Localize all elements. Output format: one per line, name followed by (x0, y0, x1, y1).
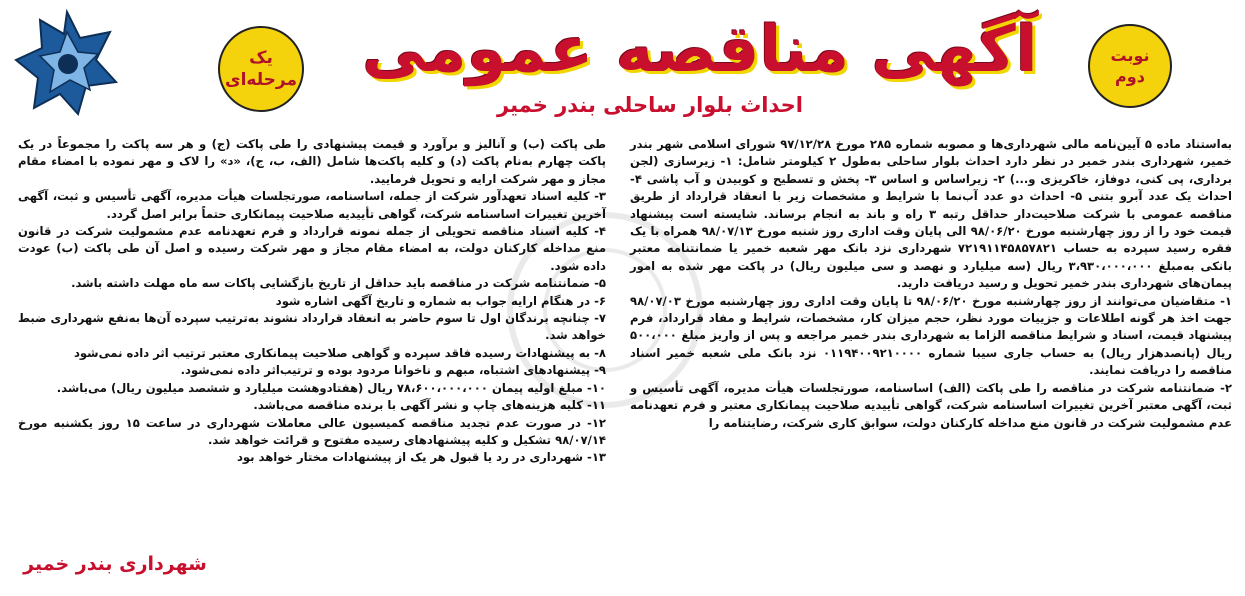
clause-8: ۸- به پیشنهادات رسیده فاقد سپرده و گواهی صلاحیت پیمانکاری معتبر ترتیب اثر داده نمی‌شود (73, 345, 606, 360)
issuer-signature: شهرداری بندر خمیر (23, 553, 207, 575)
intro-paragraph: به‌استناد ماده ۵ آیین‌نامه مالی شهرداری‌ها و مصوبه شماره ۲۸۵ مورخ ۹۷/۱۲/۲۸ شورای اسلامی شهر بندر خمیر، شهرداری بندر خمیر در نظر دارد احداث بلوار ساحلی به‌طول ۲ کیلومتر شامل: ۱- زیرسازی (لجن برداری، پی کنی، دوفاز، خاکریزی و...) ۲- زیراساس و اساس ۳- پخش و تسطیح و کوبیدن و آب پاشی ۴- احداث یک عدد آبرو بتنی ۵- احداث دو عدد آب‌نما با شرایط و مشخصات زیر با انعقاد قرارداد از طریق مناقصه عمومی با شرکت صلاحیت‌دار حداقل رتبه ۳ راه و باند به انجام برساند. شایسته است پیشنهاد قیمت خود را از روز چهارشنبه مورخ ۹۸/۰۶/۲۰ الی پایان وقت اداری روز شنبه مورخ ۹۸/۰۷/۱۳ همراه با یک فقره رسید سپرده به حساب ۷۲۱۹۱۱۴۵۸۵۷۸۲۱ شهرداری نزد بانک مهر شعبه خمیر یا ضمانتنامه معتبر بانکی به‌مبلغ ۳،۹۳۰،۰۰۰،۰۰۰ ریال (سه میلیارد و نهصد و سی میلیون ریال) در پاکت مهر شده به امور پیمان‌های شهرداری بندر خمیر تحویل و رسید دریافت دارید. (630, 137, 1233, 291)
clause-10: ۱۰- مبلغ اولیه پیمان ۷۸،۶۰۰،۰۰۰،۰۰۰ ریال (هفتادوهشت میلیارد و ششصد میلیون ریال) می‌باشد. (56, 380, 606, 395)
clause-4: ۴- کلیه اسناد مناقصه تحویلی از جمله نمونه قرارداد و فرم تعهدنامه عدم مشمولیت شرکت در قانون منع مداخله کارکنان دولت، به امضاء مقام مجاز و مهر شرکت رسیده و اصل آن طی پاکت (ب) عودت داده شود. (18, 224, 606, 273)
clause-2-continued: طی پاکت (ب) و آنالیز و برآورد و قیمت پیشنهادی را طی پاکت (ج) و هر سه پاکت را مجموعاً در یک پاکت چهارم به‌نام پاکت (د) و کلیه پاکت‌ها شامل (الف، ب، ج)، «د» را لاک و مهر نموده با امضاء مقام مجاز و مهر شرکت ارایه و تحویل فرمایید. (18, 137, 606, 186)
clause-9: ۹- پیشنهادهای اشتباه، مبهم و ناخوانا مردود بوده و ترتیب‌اثر داده نمی‌شود. (180, 363, 606, 378)
clause-1: ۱- متقاضیان می‌توانند از روز چهارشنبه مورخ ۹۸/۰۶/۲۰ تا پایان وقت اداری روز چهارشنبه مورخ ۹۸/۰۷/۰۳ جهت اخذ هر گونه اطلاعات و جزییات مورد نظر، حجم میزان کار، مشخصات، شرایط و مفاد قرارداد، فرم پیشنهاد قیمت، اسناد و شرایط مناقصه الزاما به شهرداری بندر خمیر مراجعه و پس از واریز مبلغ ۵۰۰،۰۰۰ ریال (پانصدهزار ریال) به حساب جاری سیبا شماره ۰۱۱۹۴۰۰۹۲۱۰۰۰۰ نزد بانک ملی شعبه خمیر اسناد مناقصه را دریافت نمایند. (630, 293, 1232, 378)
single-stage-label: یک مرحله‌ای (224, 48, 297, 90)
municipality-logo (12, 8, 122, 118)
second-round-badge (1088, 24, 1172, 108)
project-subtitle: احداث بلوار ساحلی بندر خمیر (497, 93, 803, 117)
clause-5: ۵- ضمانتنامه شرکت در مناقصه باید حداقل از تاریخ بازگشایی پاکات سه ماه مهلت داشته باشد. (71, 276, 606, 291)
body-column-right (630, 136, 1232, 432)
clause-13: ۱۳- شهرداری در رد یا قبول هر یک از پیشنهادات مختار خواهد بود (236, 450, 606, 465)
clause-12: ۱۲- در صورت عدم تجدید مناقصه کمیسیون عالی معاملات شهرداری در ساعت ۱۵ روز یکشنبه مورخ ۹۸/۰۷/۱۴ تشکیل و کلیه پیشنهادهای رسیده مفتوح و قرائت خواهد شد. (18, 415, 606, 447)
second-round-label: نوبت دوم (1110, 46, 1150, 86)
clause-11: ۱۱- کلیه هزینه‌های چاپ و نشر آگهی با برنده مناقصه می‌باشد. (253, 398, 606, 413)
clause-3: ۳- کلیه اسناد تعهدآور شرکت از جمله، اساسنامه، صورتجلسات هیأت مدیره، آگهی تأسیس و ثبت، آگهی آخرین تغییرات اساسنامه شرکت، گواهی تأییدیه صلاحیت پیمانکاری حتماً برابر اصل گردد. (18, 189, 606, 221)
clause-6: ۶- در هنگام ارایه جواب به شماره و تاریخ آگهی اشاره شود (275, 293, 606, 308)
single-stage-badge (218, 26, 304, 112)
clause-2: ۲- ضمانتنامه شرکت در مناقصه را طی پاکت (الف) اساسنامه، صورتجلسات هیأت مدیره، آگهی تأسیس و ثبت، آگهی معتبر آخرین تغییرات اساسنامه شرکت، گواهی تأییدیه صلاحیت پیمانکاری معتبر و فرم تعهدنامه عدم مشمولیت شرکت در قانون منع مداخله کارکنان دولت، سوابق کاری شرکت، رضایتنامه را (630, 380, 1232, 430)
page-title: آگهی مناقصه عمومی (362, 13, 1038, 87)
clause-7: ۷- چنانچه برندگان اول تا سوم حاضر به انعقاد قرارداد نشوند به‌ترتیب سپرده آن‌ها به‌نفع شهرداری ضبط خواهد شد. (18, 311, 606, 343)
body-column-left (18, 136, 606, 467)
